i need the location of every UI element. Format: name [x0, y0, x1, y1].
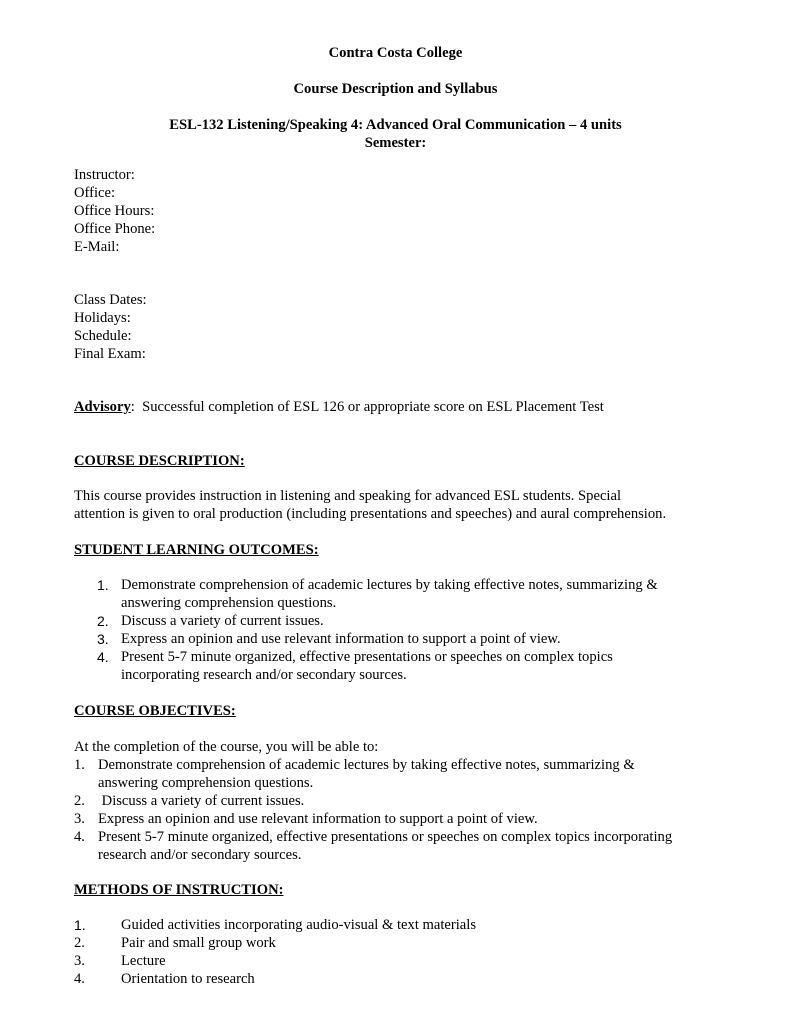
course-title: ESL-132 Listening/Speaking 4: Advanced Oral Communication – 4 units: [169, 117, 622, 133]
method-item-4: Orientation to research: [121, 971, 255, 987]
slo-item-number: 2.: [97, 613, 109, 629]
objective-item-1-line-1: Demonstrate comprehension of academic lectures by taking effective notes, summarizing &: [98, 757, 635, 773]
slo-item-4-line-2: incorporating research and/or secondary sources.: [121, 667, 407, 683]
slo-heading: STUDENT LEARNING OUTCOMES:: [74, 542, 319, 558]
class-dates-label: Class Dates:: [74, 292, 147, 308]
schedule-label: Schedule:: [74, 328, 132, 344]
objective-item-number: 2.: [74, 793, 85, 809]
method-item-number: 1.: [74, 917, 86, 933]
objective-item-1-line-2: answering comprehension questions.: [98, 775, 314, 791]
advisory-label: Advisory: [74, 399, 131, 415]
objective-item-2: Discuss a variety of current issues.: [98, 793, 305, 809]
method-item-number: 2.: [74, 935, 85, 951]
slo-item-3: Express an opinion and use relevant information to support a point of view.: [121, 631, 561, 647]
objective-item-number: 1.: [74, 757, 85, 773]
objectives-heading: COURSE OBJECTIVES:: [74, 703, 236, 719]
slo-item-1-line-1: Demonstrate comprehension of academic lectures by taking effective notes, summarizing &: [121, 577, 658, 593]
office-label: Office:: [74, 185, 116, 201]
slo-item-4-line-1: Present 5-7 minute organized, effective presentations or speeches on complex topics: [121, 649, 613, 665]
objective-item-number: 3.: [74, 811, 85, 827]
advisory-text: Successful completion of ESL 126 or appropriate score on ESL Placement Test: [142, 399, 604, 415]
course-description-line-1: This course provides instruction in listening and speaking for advanced ESL students. Special: [74, 488, 622, 504]
objective-item-3: Express an opinion and use relevant information to support a point of view.: [98, 811, 538, 827]
slo-item-number: 1.: [97, 577, 109, 593]
objective-item-4-line-1: Present 5-7 minute organized, effective presentations or speeches on complex topics incorporating: [98, 829, 673, 845]
instructor-label: Instructor:: [74, 167, 135, 183]
final-exam-label: Final Exam:: [74, 346, 146, 362]
document-title: Course Description and Syllabus: [293, 81, 498, 97]
semester-label: Semester:: [364, 135, 427, 151]
method-item-3: Lecture: [121, 953, 166, 969]
slo-item-number: 4.: [97, 649, 109, 665]
methods-heading: METHODS OF INSTRUCTION:: [74, 882, 284, 898]
objective-item-4-line-2: research and/or secondary sources.: [98, 847, 302, 863]
holidays-label: Holidays:: [74, 310, 131, 326]
office-hours-label: Office Hours:: [74, 203, 155, 219]
slo-item-2: Discuss a variety of current issues.: [121, 613, 324, 629]
method-item-number: 3.: [74, 953, 85, 969]
method-item-number: 4.: [74, 971, 85, 987]
course-description-line-2: attention is given to oral production (including presentations and speeches) and aural comprehension.: [74, 506, 667, 522]
objectives-intro: At the completion of the course, you will be able to:: [74, 739, 379, 755]
email-label: E-Mail:: [74, 239, 120, 255]
method-item-1: Guided activities incorporating audio-visual & text materials: [121, 917, 477, 933]
course-description-heading: COURSE DESCRIPTION:: [74, 453, 245, 469]
office-phone-label: Office Phone:: [74, 221, 156, 237]
college-name: Contra Costa College: [328, 45, 463, 61]
slo-item-1-line-2: answering comprehension questions.: [121, 595, 337, 611]
method-item-2: Pair and small group work: [121, 935, 276, 951]
slo-item-number: 3.: [97, 631, 109, 647]
advisory-line: [74, 399, 604, 416]
advisory-colon: :: [130, 399, 135, 415]
objective-item-number: 4.: [74, 829, 85, 845]
